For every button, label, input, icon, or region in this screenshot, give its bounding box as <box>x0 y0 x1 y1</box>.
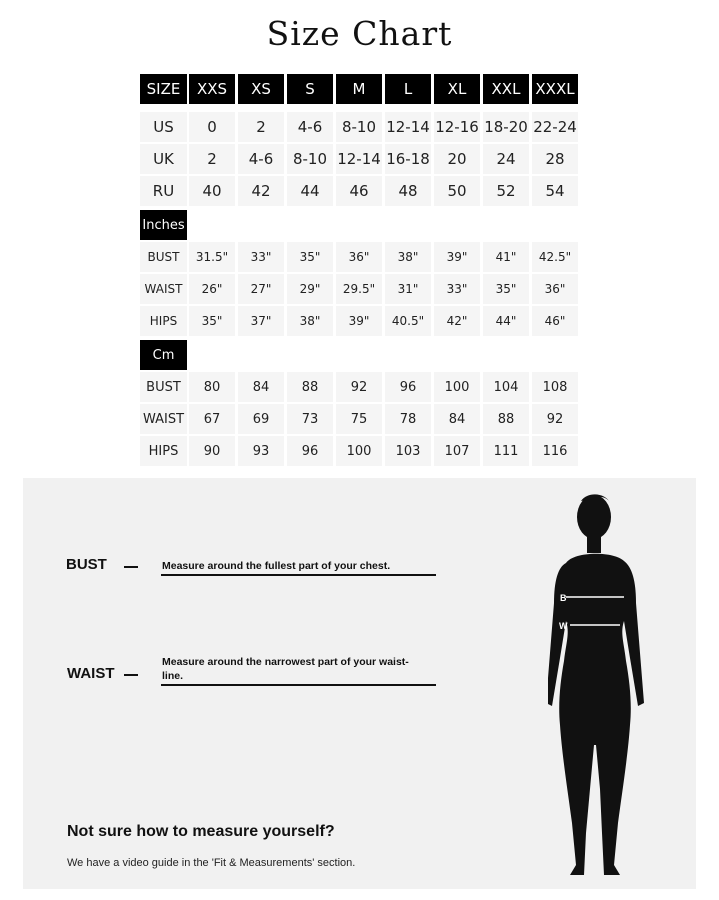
table-cell: 73 <box>287 404 333 434</box>
page-title: Size Chart <box>266 14 453 53</box>
table-cell: 69 <box>238 404 284 434</box>
waist-underline <box>161 684 436 686</box>
body-silhouette-icon <box>548 493 648 878</box>
table-cell: L <box>385 74 431 104</box>
table-cell: 2 <box>238 112 284 142</box>
waist-dash <box>124 674 138 676</box>
table-cell: 80 <box>189 372 235 402</box>
table-cell: 12-14 <box>385 112 431 142</box>
table-cell: XS <box>238 74 284 104</box>
table-cell: 107 <box>434 436 480 466</box>
table-cell: 40.5" <box>385 306 431 336</box>
table-cell: XXXL <box>532 74 578 104</box>
table-cell: 84 <box>238 372 284 402</box>
table-cell: 90 <box>189 436 235 466</box>
uk-label-cell: UK <box>140 144 187 174</box>
table-cell: 18-20 <box>483 112 529 142</box>
table-cell: 31.5" <box>189 242 235 272</box>
table-cell: 39" <box>434 242 480 272</box>
hips-label-cell: HIPS <box>140 436 187 466</box>
table-cell: 24 <box>483 144 529 174</box>
figure-marker-b: B <box>560 593 567 603</box>
table-cell: 26" <box>189 274 235 304</box>
table-cell: 92 <box>336 372 382 402</box>
section-label-inches: Inches <box>140 210 187 240</box>
table-cell: 12-14 <box>336 144 382 174</box>
table-cell: 0 <box>189 112 235 142</box>
waist-instruction-line2: line. <box>162 670 184 682</box>
table-cell: 35" <box>287 242 333 272</box>
table-cell: 46 <box>336 176 382 206</box>
section-label-cm: Cm <box>140 340 187 370</box>
video-guide-note: We have a video guide in the 'Fit & Measurements' section. <box>67 857 356 869</box>
table-cell: 4-6 <box>287 112 333 142</box>
table-cell: 8-10 <box>287 144 333 174</box>
table-cell: 36" <box>336 242 382 272</box>
table-cell: 12-16 <box>434 112 480 142</box>
table-cell: 35" <box>189 306 235 336</box>
bust-dash <box>124 566 138 568</box>
table-cell: XXL <box>483 74 529 104</box>
waist-label-cell: WAIST <box>140 274 187 304</box>
table-cell: 31" <box>385 274 431 304</box>
table-cell: 38" <box>287 306 333 336</box>
table-cell: 67 <box>189 404 235 434</box>
waist-instruction-line1: Measure around the narrowest part of your waist- <box>162 656 409 668</box>
bust-label-cell: BUST <box>140 242 187 272</box>
table-cell: 52 <box>483 176 529 206</box>
table-cell: S <box>287 74 333 104</box>
table-cell: 100 <box>336 436 382 466</box>
bust-label-cell: BUST <box>140 372 187 402</box>
table-cell: 38" <box>385 242 431 272</box>
table-cell: 54 <box>532 176 578 206</box>
waist-label-cell: WAIST <box>140 404 187 434</box>
table-cell: 42 <box>238 176 284 206</box>
table-cell: 29" <box>287 274 333 304</box>
bust-underline <box>161 574 436 576</box>
table-cell: 16-18 <box>385 144 431 174</box>
table-cell: 108 <box>532 372 578 402</box>
table-cell: 42.5" <box>532 242 578 272</box>
hips-label-cell: HIPS <box>140 306 187 336</box>
table-cell: 75 <box>336 404 382 434</box>
figure-marker-w: W <box>559 621 568 631</box>
table-cell: 42" <box>434 306 480 336</box>
table-cell: 41" <box>483 242 529 272</box>
table-cell: 27" <box>238 274 284 304</box>
table-cell: 39" <box>336 306 382 336</box>
table-cell: 33" <box>238 242 284 272</box>
table-cell: 48 <box>385 176 431 206</box>
table-cell: 44 <box>287 176 333 206</box>
us-label-cell: US <box>140 112 187 142</box>
table-cell: 88 <box>287 372 333 402</box>
table-cell: 100 <box>434 372 480 402</box>
table-cell: 96 <box>385 372 431 402</box>
table-cell: XXS <box>189 74 235 104</box>
table-cell: 4-6 <box>238 144 284 174</box>
ru-label-cell: RU <box>140 176 187 206</box>
table-cell: 104 <box>483 372 529 402</box>
table-cell: 116 <box>532 436 578 466</box>
table-cell: 28 <box>532 144 578 174</box>
table-cell: 103 <box>385 436 431 466</box>
table-cell: 111 <box>483 436 529 466</box>
table-cell: 44" <box>483 306 529 336</box>
bust-label: BUST <box>66 556 107 573</box>
table-cell: 2 <box>189 144 235 174</box>
waist-label: WAIST <box>67 665 115 682</box>
table-cell: 78 <box>385 404 431 434</box>
table-cell: 88 <box>483 404 529 434</box>
table-cell: 96 <box>287 436 333 466</box>
table-cell: M <box>336 74 382 104</box>
table-cell: 20 <box>434 144 480 174</box>
table-cell: 8-10 <box>336 112 382 142</box>
table-cell: 35" <box>483 274 529 304</box>
table-cell: 40 <box>189 176 235 206</box>
table-cell: 93 <box>238 436 284 466</box>
table-cell: 33" <box>434 274 480 304</box>
table-cell: 50 <box>434 176 480 206</box>
header-label-cell: SIZE <box>140 74 187 104</box>
table-cell: 29.5" <box>336 274 382 304</box>
table-cell: 84 <box>434 404 480 434</box>
bust-instruction: Measure around the fullest part of your chest. <box>162 560 391 572</box>
table-cell: 36" <box>532 274 578 304</box>
table-cell: 46" <box>532 306 578 336</box>
table-cell: 92 <box>532 404 578 434</box>
table-cell: 22-24 <box>532 112 578 142</box>
table-cell: XL <box>434 74 480 104</box>
table-cell: 37" <box>238 306 284 336</box>
help-question: Not sure how to measure yourself? <box>67 823 335 840</box>
